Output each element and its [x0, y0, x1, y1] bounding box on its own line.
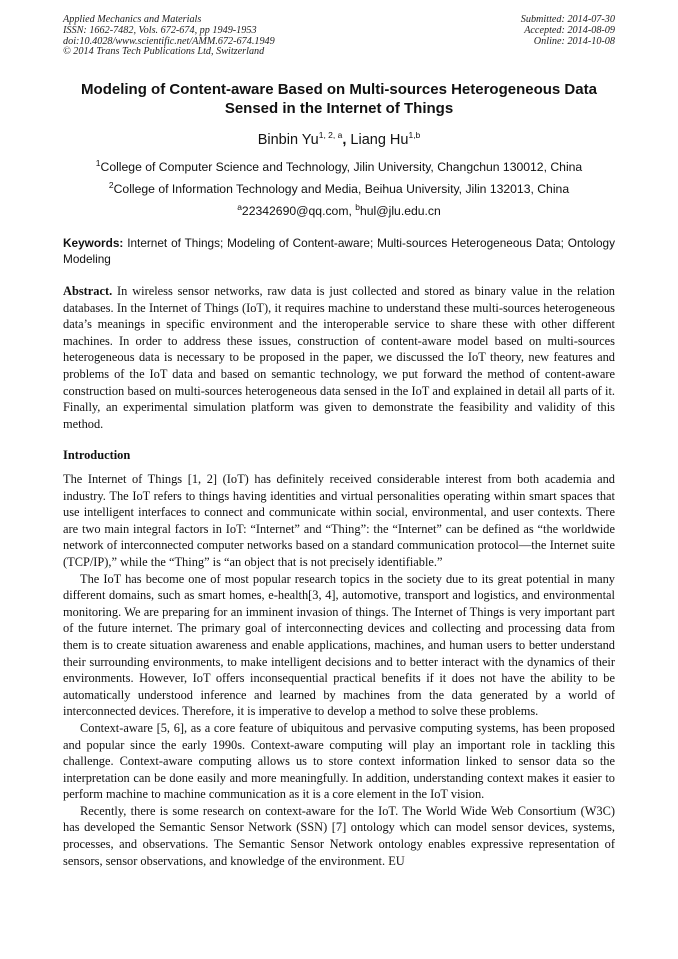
author-name: Binbin Yu [257, 131, 319, 148]
doi-line: doi:10.4028/www.scientific.net/AMM.672-674.1949 [63, 35, 275, 47]
affiliation-text: College of Computer Science and Technology, Jilin University, Changchun 130012, China [100, 160, 583, 175]
journal-info [63, 15, 275, 58]
paragraph: The IoT has become one of most popular research topics in the society due to its great potential in many different domains, such as smart homes, e-health[3, 4], automotive, transport and logistics, and environmental monitoring. We are preparing for an imminent invasion of things. The Internet of Things is very important part of the future internet. The primary goal of interconnecting devices and collecting and processing data from them is to create situation awareness and enable applications, machines, and human users to better understand their surrounding environments, to make intelligent decisions and to better interact with the dynamics of their environments. However, IoT offers inconsequential practical benefits if it does not have the ability to be automatically understood inference and learned by machines from the data generated by a world of interconnected devices. Therefore, it is imperative to develop a method to solve these problems. [63, 571, 615, 719]
email-address: 22342690@qq.com, [241, 204, 356, 219]
author-name: Liang Hu [350, 131, 409, 148]
author-separator: , [342, 131, 347, 148]
affiliation-superscript: 1 [95, 158, 101, 168]
issn-line: ISSN: 1662-7482, Vols. 672-674, pp 1949-1953 [63, 24, 257, 36]
keywords-label: Keywords: [63, 236, 124, 250]
paper-title: Modeling of Content-aware Based on Multi-sources Heterogeneous Data Sensed in the Internet of Things [81, 81, 597, 117]
copyright-line: © 2014 Trans Tech Publications Ltd, Switzerland [63, 46, 265, 58]
email-superscript: b [355, 202, 360, 212]
author-superscript: 1,b [408, 130, 421, 140]
online-date: Online: 2014-10-08 [533, 35, 615, 47]
paragraph: Recently, there is some research on context-aware for the IoT. The World Wide Web Consortium (W3C) has developed the Semantic Sensor Network (SSN) [7] ontology which can model sensor devices, systems, processes, and observations. The Semantic Sensor Network ontology enables expressive representation of sensors, sensor observations, and knowledge of the environment. EU [63, 803, 615, 868]
email-address: hul@jlu.edu.cn [360, 204, 441, 219]
email-superscript: a [237, 202, 242, 212]
abstract-text: In wireless sensor networks, raw data is just collected and stored as binary value in the relation databases. In the Internet of Things (IoT), it requires machine to understand these multi-sources heterogeneous data’s meanings in specific environment and the interoperable service to share these with other different machines. In order to address these issues, construction of content-aware model based on multi-sources heterogeneous data is necessary to be proposed in the paper, we discussed the IoT theory, new features and problems of the IoT data and based on semantic technology, we put forward the method of content-aware construction based on multi-sources heterogeneous data sensed in the IoT and explained in detail all parts of it. Finally, an experimental simulation platform was given to demonstrate the feasibility and validity of this method. [63, 284, 615, 431]
abstract-label: Abstract. [63, 284, 113, 298]
author-superscript: 1, 2, a [318, 130, 343, 140]
journal-name: Applied Mechanics and Materials [63, 14, 202, 25]
paragraph: The Internet of Things [1, 2] (IoT) has definitely received considerable interest from both academia and industry. The IoT refers to things having identities and virtual personalities operating within smart spaces that use intelligent interfaces to connect and communicate within social, environmental, and user contexts. There are two main integral factors in IoT: “Internet” and “Thing”: the “Internet” can be defined as “the worldwide network of interconnected computer networks based on a standard communication protocol—the Internet suite (TCP/IP),” while the “Thing” is “an object that is not precisely identifiable.” [63, 472, 615, 569]
accepted-date: Accepted: 2014-08-09 [524, 24, 615, 36]
dates-info [521, 15, 615, 47]
paragraph: Context-aware [5, 6], as a core feature of ubiquitous and pervasive computing systems, has been proposed and popular since the early 1990s. Context-aware computing will play an important role in tackling this challenge. Context-aware computing allows us to store context information linked to sensor data so the interpretation can be done easily and more meaningfully. In addition, understanding context makes it easier to perform machine to machine communication as it is a core element in the IoT vision. [63, 720, 615, 802]
keywords [63, 236, 615, 267]
author-line [63, 130, 615, 148]
submitted-date: Submitted: 2014-07-30 [520, 14, 615, 25]
abstract [63, 283, 615, 432]
keywords-text: Internet of Things; Modeling of Content-aware; Multi-sources Heterogeneous Data; Ontology Modeling [63, 236, 616, 266]
affiliation-2 [63, 180, 615, 196]
section-heading: Introduction [63, 448, 131, 462]
email-line [63, 202, 615, 218]
affiliation-superscript: 2 [108, 180, 114, 190]
affiliation-text: College of Information Technology and Media, Beihua University, Jilin 132013, China [113, 182, 570, 197]
affiliation-1 [63, 158, 615, 174]
introduction-body [63, 471, 615, 869]
